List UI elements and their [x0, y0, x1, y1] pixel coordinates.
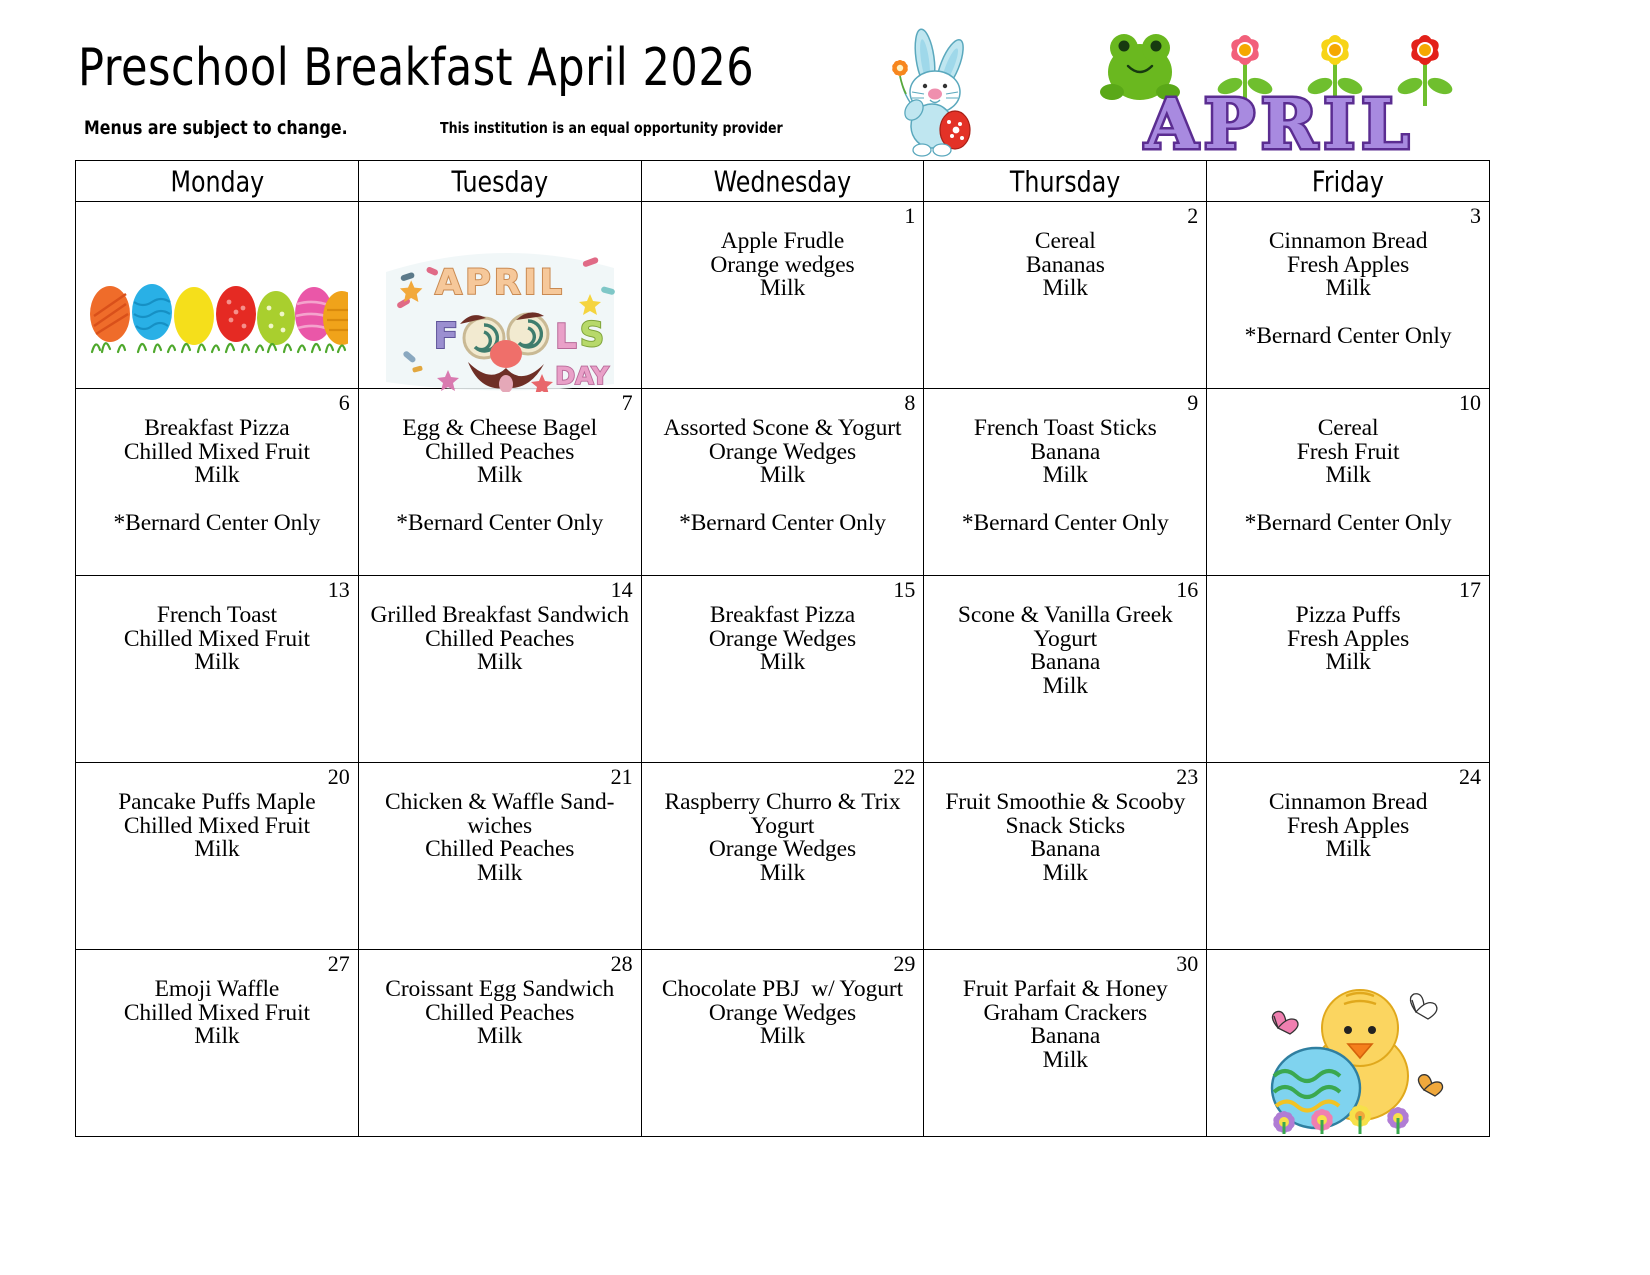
menu-items: [642, 389, 924, 535]
menu-items: [924, 950, 1206, 1072]
menu-item-line: Cinnamon Bread: [1268, 228, 1428, 254]
menu-item-line: Chilled Peaches: [425, 999, 575, 1026]
menu-item-line: Pancake Puffs Maple: [118, 789, 316, 815]
calendar-decoration-cell: [358, 202, 641, 389]
menu-item-line: Pizza Puffs: [1295, 602, 1401, 628]
day-number: 27: [327, 951, 350, 976]
menu-item-line: Milk: [759, 649, 806, 675]
menu-item-line: Breakfast Pizza: [709, 602, 856, 628]
calendar-day-cell: [76, 576, 359, 763]
menu-items: [76, 950, 358, 1049]
menu-item-line: Milk: [1042, 1046, 1088, 1073]
orange-butterfly-icon: [1419, 1075, 1443, 1096]
day-number: 22: [893, 764, 916, 789]
calendar-day-cell: [924, 763, 1207, 950]
bernard-center-note: *Bernard Center Only: [1244, 509, 1452, 536]
menu-items: [359, 389, 641, 535]
menu-item-line: Chilled Peaches: [425, 625, 575, 652]
bernard-center-note: *Bernard Center Only: [396, 509, 604, 536]
calendar-day-cell: [924, 950, 1207, 1137]
day-number: 6: [338, 390, 350, 415]
menu-item-line: Milk: [1042, 275, 1088, 301]
menu-item-line: Fresh Apples: [1287, 625, 1410, 652]
menu-item-line: Assorted Scone & Yogurt: [663, 415, 902, 441]
menu-item-line: Yogurt: [750, 812, 815, 839]
bernard-center-note: *Bernard Center Only: [679, 509, 886, 536]
menu-item-line: Banana: [1030, 836, 1101, 862]
day-number: 29: [893, 951, 916, 976]
april-banner-word: APRIL: [1144, 85, 1416, 160]
menu-item-line: Croissant Egg Sandwich: [385, 976, 615, 1002]
day-number: 14: [610, 577, 633, 602]
menu-item-line: Apple Frudle: [720, 228, 845, 254]
menu-item-line: Milk: [194, 462, 240, 488]
menus-subject-to-change-note: Menus are subject to change.: [84, 117, 348, 140]
menu-item-line: Emoji Waffle: [154, 976, 280, 1002]
bernard-center-note: *Bernard Center Only: [961, 509, 1169, 536]
menu-item-line: Chicken & Waffle Sand-: [385, 789, 615, 815]
menu-item-line: Milk: [759, 462, 806, 488]
april-banner-graphic: [1062, 10, 1502, 160]
menu-item-line: Cinnamon Bread: [1268, 789, 1428, 815]
page-title: Preschool Breakfast April 2026: [78, 38, 755, 99]
menu-item-line: Yogurt: [1033, 625, 1098, 652]
day-number: 16: [1176, 577, 1199, 602]
bernard-center-note: *Bernard Center Only: [1244, 322, 1452, 349]
menu-items: [359, 950, 641, 1049]
menu-item-line: Graham Crackers: [983, 999, 1148, 1026]
menu-items: [924, 763, 1206, 885]
calendar-week-row: [76, 950, 1490, 1137]
menu-item-line: Orange Wedges: [708, 836, 857, 862]
menu-item-line: Milk: [477, 1023, 523, 1049]
breakfast-menu-calendar: [75, 160, 1490, 1137]
day-number: 21: [610, 764, 633, 789]
menu-item-line: Fresh Fruit: [1296, 438, 1400, 465]
svg-text:L: L: [554, 317, 577, 357]
menu-item-line: Snack Sticks: [1005, 812, 1126, 839]
page-header: [0, 0, 1650, 160]
menu-item-line: Milk: [194, 1023, 240, 1049]
menu-items: [642, 763, 924, 885]
menu-items: [359, 576, 641, 675]
menu-item-line: Milk: [759, 859, 806, 886]
menu-item-line: Breakfast Pizza: [144, 415, 290, 441]
calendar-day-cell: [1207, 763, 1490, 950]
calendar-week-row: [76, 202, 1490, 389]
equal-opportunity-note: This institution is an equal opportunity provider: [440, 120, 783, 138]
menu-item-line: Banana: [1030, 438, 1101, 465]
menu-item-line: Orange Wedges: [708, 999, 857, 1026]
calendar-week-row: [76, 389, 1490, 576]
easter-chick-icon: [1248, 972, 1448, 1134]
menu-items: [924, 576, 1206, 698]
menu-item-line: wiches: [467, 812, 533, 839]
calendar-decoration-cell: [1207, 950, 1490, 1137]
menu-item-line: Bananas: [1025, 251, 1105, 278]
menu-item-line: Scone & Vanilla Greek: [957, 602, 1173, 628]
day-number: 15: [893, 577, 916, 602]
calendar-day-cell: [1207, 202, 1490, 389]
day-number: 2: [1187, 203, 1199, 228]
menu-item-line: Milk: [1325, 462, 1371, 488]
calendar-day-cell: [76, 763, 359, 950]
menu-item-line: Milk: [1325, 275, 1371, 301]
day-number: 24: [1459, 764, 1481, 789]
menu-item-line: Banana: [1030, 649, 1101, 675]
day-number: 9: [1187, 390, 1199, 415]
menu-items: [76, 576, 358, 675]
white-butterfly-icon: [1411, 994, 1437, 1019]
calendar-week-row: [76, 576, 1490, 763]
menu-items: [642, 576, 924, 675]
menu-item-line: Chocolate PBJ w/ Yogurt: [661, 976, 904, 1002]
menu-item-line: Orange Wedges: [708, 438, 857, 465]
menu-item-line: Milk: [1042, 859, 1088, 886]
menu-items: [642, 950, 924, 1049]
menu-item-line: Orange wedges: [710, 251, 855, 278]
calendar-day-cell: [1207, 576, 1490, 763]
calendar-day-cell: [358, 950, 641, 1137]
menu-item-line: Milk: [759, 1023, 806, 1049]
calendar-day-cell: [358, 763, 641, 950]
menu-items: [76, 763, 358, 862]
svg-text:APRIL: APRIL: [434, 263, 565, 303]
menu-item-line: Fruit Parfait & Honey: [962, 976, 1168, 1002]
menu-item-line: Milk: [477, 859, 523, 886]
weekday-header-wednesday: Wednesday: [641, 161, 924, 202]
menu-items: [1207, 576, 1489, 675]
menu-item-line: French Toast Sticks: [973, 415, 1157, 441]
calendar-week-row: [76, 763, 1490, 950]
menu-item-line: Egg & Cheese Bagel: [402, 415, 598, 441]
menu-item-line: Milk: [194, 649, 240, 675]
april-fools-day-icon: [376, 242, 624, 392]
weekday-header-friday: Friday: [1207, 161, 1490, 202]
menu-item-line: Cereal: [1317, 415, 1379, 441]
calendar-decoration-cell: [76, 202, 359, 389]
menu-items: [76, 389, 358, 535]
menu-item-line: French Toast: [156, 602, 277, 628]
weekday-header-monday: Monday: [76, 161, 359, 202]
menu-items: [359, 763, 641, 885]
menu-item-line: Grilled Breakfast Sandwich: [370, 602, 629, 628]
calendar-day-cell: [1207, 389, 1490, 576]
calendar-day-cell: [358, 576, 641, 763]
menu-item-line: Milk: [1325, 836, 1371, 862]
menu-item-line: Milk: [1042, 672, 1088, 699]
calendar-day-cell: [76, 950, 359, 1137]
menu-items: [1207, 389, 1489, 535]
menu-item-line: Chilled Mixed Fruit: [123, 625, 310, 652]
day-number: 3: [1470, 203, 1481, 228]
menu-item-line: Milk: [194, 836, 240, 862]
easter-bunny-icon: [852, 20, 982, 160]
menu-item-line: Raspberry Churro & Trix: [664, 789, 901, 815]
day-number: 20: [327, 764, 350, 789]
calendar-day-cell: [641, 950, 924, 1137]
menu-item-line: Fresh Apples: [1287, 251, 1410, 278]
calendar-day-cell: [641, 202, 924, 389]
pink-butterfly-icon: [1273, 1011, 1299, 1034]
menu-item-line: Chilled Peaches: [425, 438, 575, 465]
menu-item-line: Fruit Smoothie & Scooby: [945, 789, 1186, 815]
calendar-day-cell: [641, 576, 924, 763]
day-number: 28: [610, 951, 633, 976]
menu-item-line: Milk: [1042, 462, 1088, 488]
menu-item-line: Milk: [759, 275, 806, 301]
menu-item-line: Milk: [477, 649, 523, 675]
day-number: 17: [1459, 577, 1481, 602]
menu-item-line: Milk: [1325, 649, 1371, 675]
calendar-day-cell: [76, 389, 359, 576]
easter-eggs-row-icon: [86, 264, 348, 359]
bernard-center-note: *Bernard Center Only: [113, 509, 321, 536]
svg-text:DAY: DAY: [554, 362, 609, 390]
day-number: 10: [1459, 390, 1481, 415]
calendar-day-cell: [358, 389, 641, 576]
day-number: 1: [904, 203, 916, 228]
calendar-day-cell: [924, 389, 1207, 576]
calendar-header-row: [76, 161, 1490, 202]
day-number: 30: [1176, 951, 1199, 976]
weekday-header-thursday: Thursday: [924, 161, 1207, 202]
menu-items: [924, 202, 1206, 301]
menu-item-line: Banana: [1030, 1023, 1101, 1049]
calendar-day-cell: [924, 576, 1207, 763]
svg-text:F: F: [433, 316, 458, 357]
menu-item-line: Chilled Mixed Fruit: [123, 812, 310, 839]
menu-items: [1207, 202, 1489, 348]
calendar-day-cell: [641, 389, 924, 576]
calendar-day-cell: [641, 763, 924, 950]
menu-items: [924, 389, 1206, 535]
menu-item-line: Milk: [477, 462, 523, 488]
menu-item-line: Chilled Peaches: [425, 836, 575, 862]
menu-items: [1207, 763, 1489, 862]
svg-text:S: S: [579, 315, 604, 355]
day-number: 23: [1176, 764, 1199, 789]
calendar-day-cell: [924, 202, 1207, 389]
weekday-header-tuesday: Tuesday: [358, 161, 641, 202]
menu-item-line: Cereal: [1034, 228, 1096, 254]
day-number: 8: [904, 390, 916, 415]
menu-item-line: Orange Wedges: [708, 625, 857, 652]
menu-item-line: Chilled Mixed Fruit: [123, 438, 310, 465]
day-number: 13: [327, 577, 350, 602]
menu-items: [642, 202, 924, 301]
menu-item-line: Fresh Apples: [1287, 812, 1410, 839]
menu-item-line: Chilled Mixed Fruit: [123, 999, 310, 1026]
day-number: 7: [621, 390, 633, 415]
